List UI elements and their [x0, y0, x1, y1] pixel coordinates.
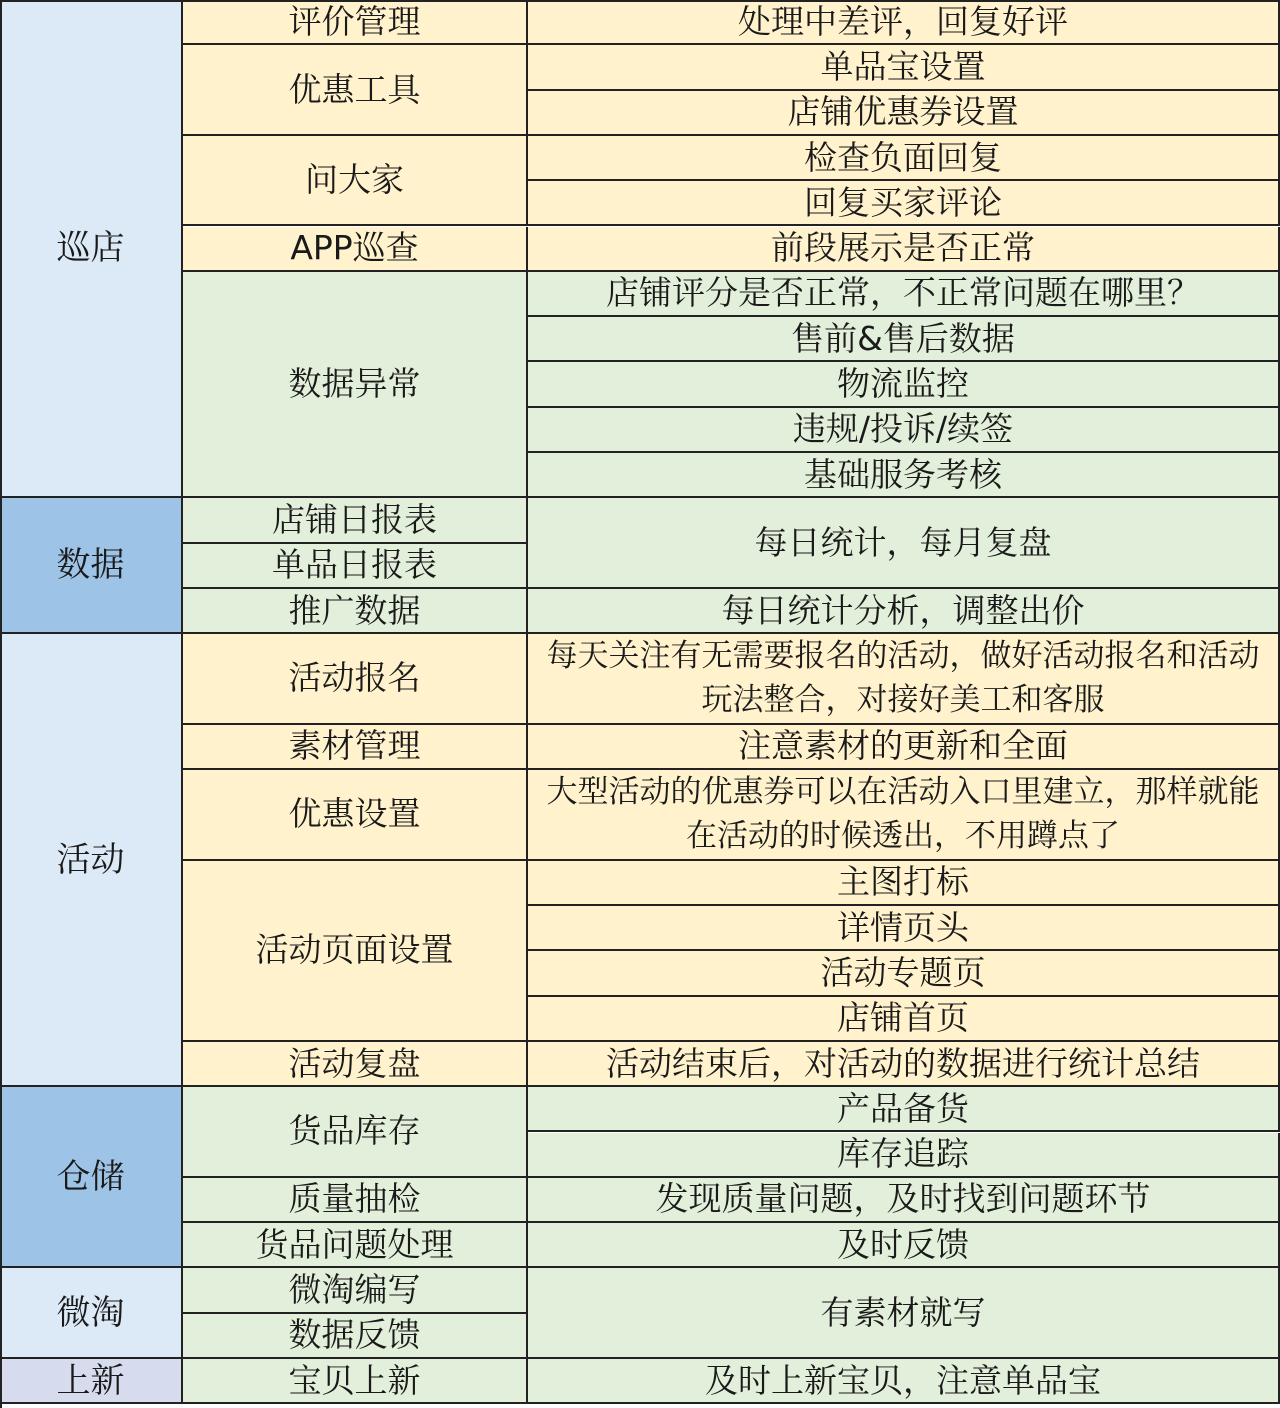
category-label: 数据 [0, 498, 183, 634]
item-label: APP巡查 [183, 227, 528, 272]
item-label: 质量抽检 [183, 1178, 528, 1223]
item-label: 活动报名 [183, 634, 528, 725]
item-label: 货品库存 [183, 1087, 528, 1178]
item-label: 货品问题处理 [183, 1223, 528, 1268]
item-label: 评价管理 [183, 0, 528, 45]
item-label: 单品日报表 [183, 544, 528, 589]
detail-text: 大型活动的优惠券可以在活动入口里建立，那样就能在活动的时候透出，不用蹲点了 [528, 770, 1280, 861]
detail-text: 库存追踪 [528, 1133, 1280, 1178]
detail-text: 详情页头 [528, 906, 1280, 951]
item-label: 素材管理 [183, 725, 528, 770]
detail-text: 每天关注有无需要报名的活动，做好活动报名和活动玩法整合，对接好美工和客服 [528, 634, 1280, 725]
detail-text: 违规/投诉/续签 [528, 408, 1280, 453]
detail-text: 活动专题页 [528, 951, 1280, 996]
detail-text: 活动结束后，对活动的数据进行统计总结 [528, 1042, 1280, 1087]
detail-text: 产品备货 [528, 1087, 1280, 1132]
category-label: 活动 [0, 634, 183, 1087]
detail-text: 处理中差评，回复好评 [528, 0, 1280, 45]
item-label: 推广数据 [183, 589, 528, 634]
detail-text: 店铺首页 [528, 997, 1280, 1042]
detail-text: 注意素材的更新和全面 [528, 725, 1280, 770]
detail-text: 前段展示是否正常 [528, 227, 1280, 272]
shared-detail-text: 每日统计，每月复盘 [528, 498, 1280, 589]
detail-text: 售前&售后数据 [528, 317, 1280, 362]
detail-text: 主图打标 [528, 861, 1280, 906]
category-label: 微淘 [0, 1268, 183, 1359]
item-label: 店铺日报表 [183, 498, 528, 543]
detail-text: 发现质量问题，及时找到问题环节 [528, 1178, 1280, 1223]
detail-text: 店铺优惠券设置 [528, 91, 1280, 136]
detail-text: 单品宝设置 [528, 45, 1280, 90]
item-label: 数据异常 [183, 272, 528, 499]
detail-text: 物流监控 [528, 362, 1280, 407]
item-label: 优惠工具 [183, 45, 528, 136]
detail-text: 每日统计分析，调整出价 [528, 589, 1280, 634]
item-label: 数据反馈 [183, 1314, 528, 1359]
item-label: 微淘编写 [183, 1268, 528, 1313]
item-label: 宝贝上新 [183, 1359, 528, 1404]
category-label: 上新 [0, 1359, 183, 1404]
category-label: 巡店 [0, 0, 183, 498]
item-label: 活动复盘 [183, 1042, 528, 1087]
detail-text: 回复买家评论 [528, 181, 1280, 226]
item-label: 活动页面设置 [183, 861, 528, 1042]
item-label: 问大家 [183, 136, 528, 227]
detail-text: 及时反馈 [528, 1223, 1280, 1268]
detail-text: 及时上新宝贝，注意单品宝 [528, 1359, 1280, 1404]
category-label: 仓储 [0, 1087, 183, 1268]
shared-detail-text: 有素材就写 [528, 1268, 1280, 1359]
detail-text: 店铺评分是否正常，不正常问题在哪里？ [528, 272, 1280, 317]
detail-text: 检查负面回复 [528, 136, 1280, 181]
item-label: 优惠设置 [183, 770, 528, 861]
detail-text: 基础服务考核 [528, 453, 1280, 498]
